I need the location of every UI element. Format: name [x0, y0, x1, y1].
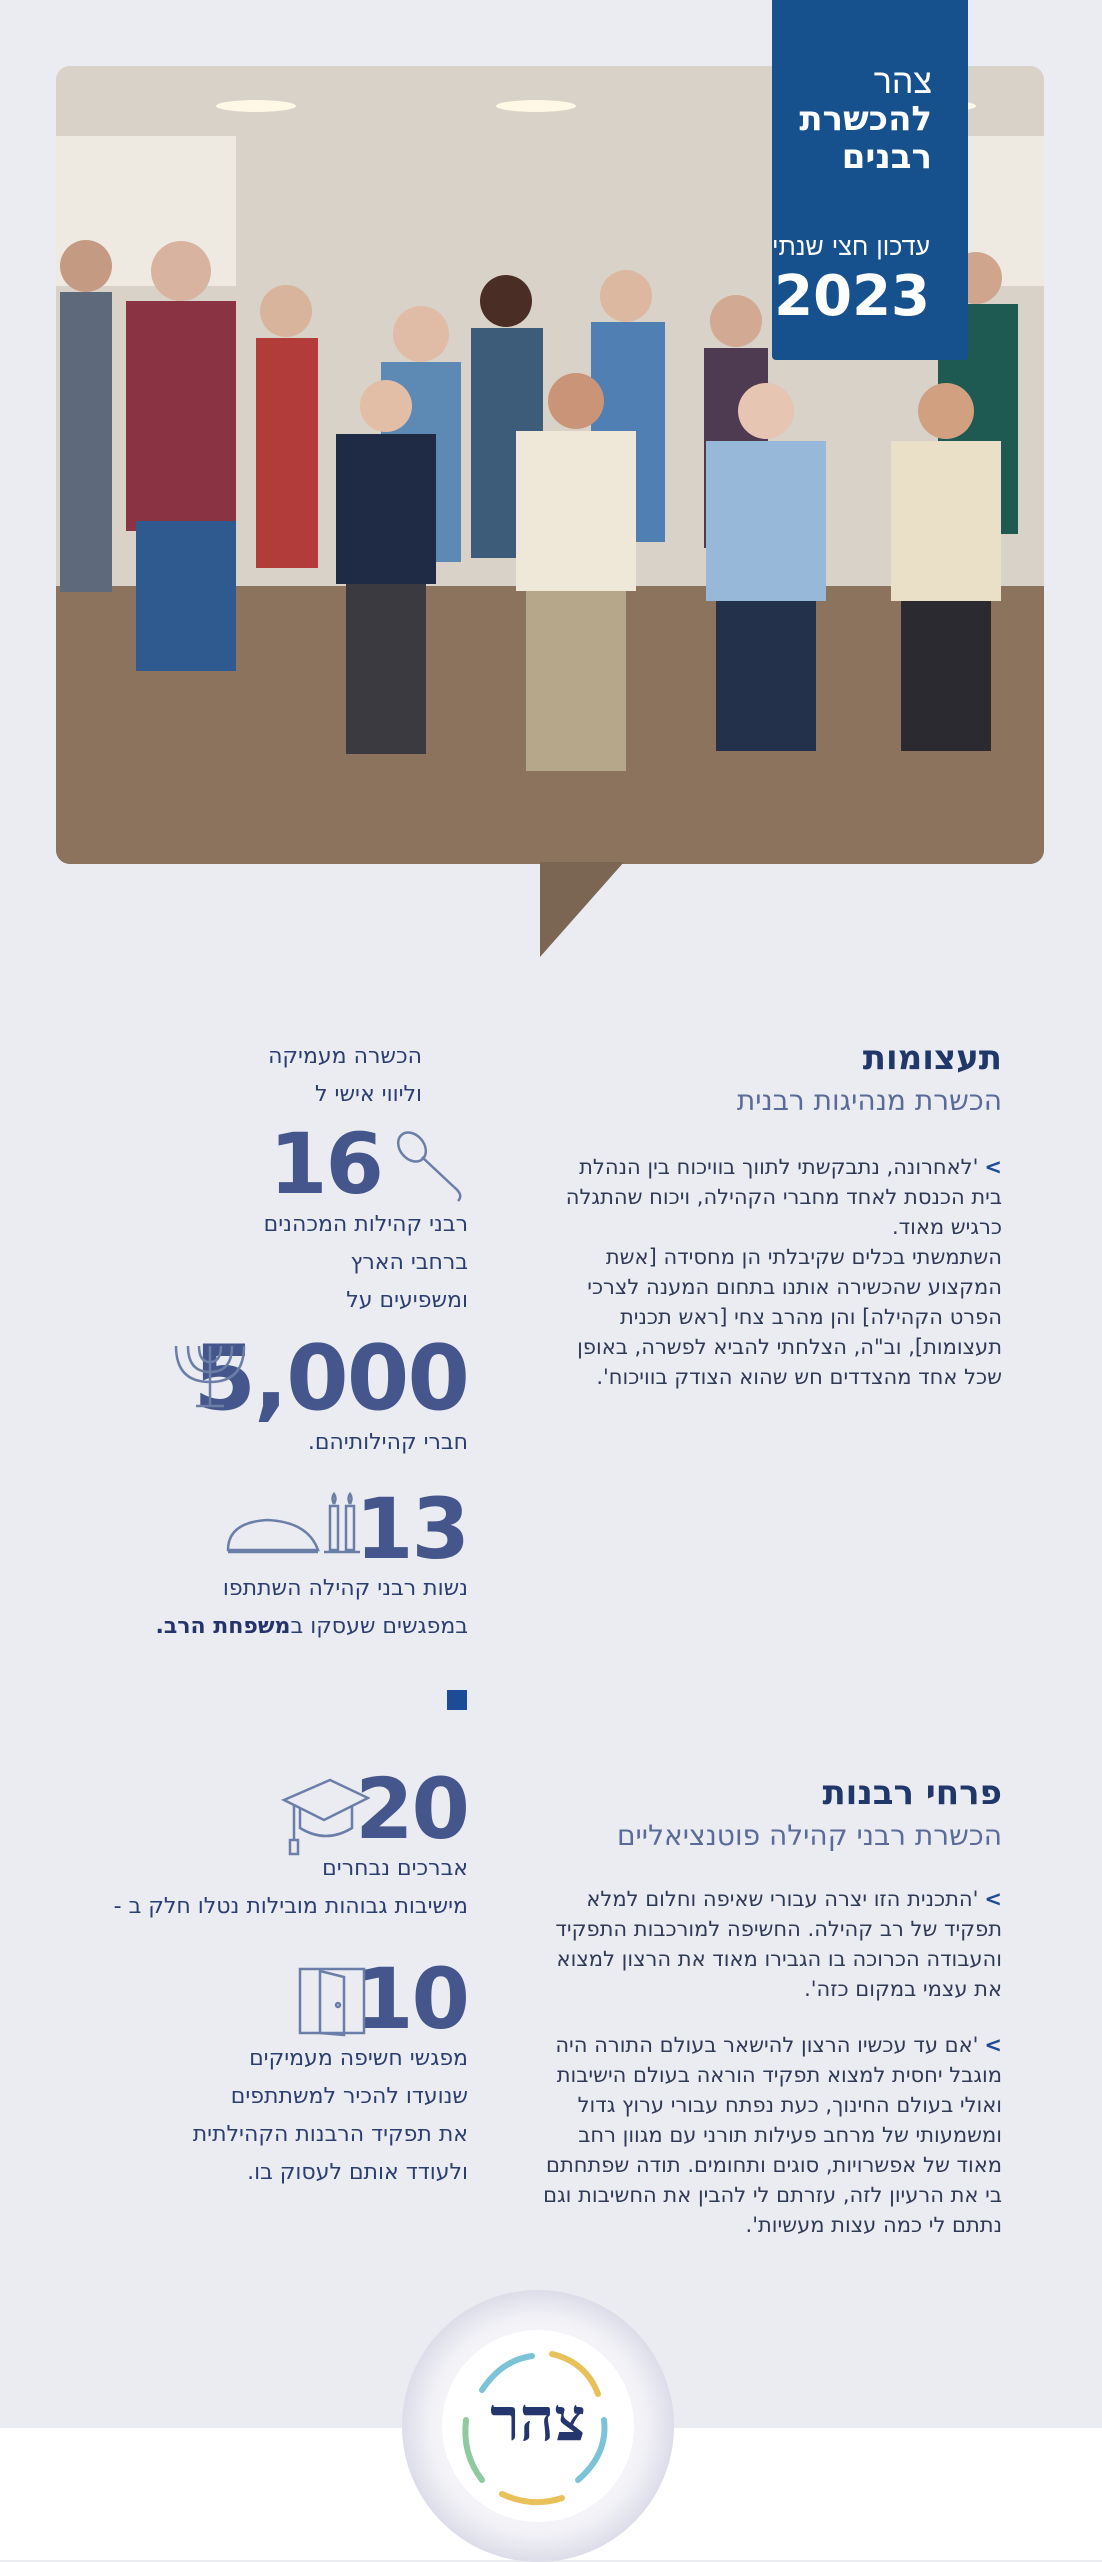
- section-divider-square: [447, 1690, 467, 1710]
- section1-subtitle: הכשרת מנהיגות רבנית: [736, 1084, 1002, 1117]
- update-subtitle: עדכון חצי שנתי: [772, 232, 930, 261]
- section2-quote-1: >'התכנית הזו יצרה עבורי שאיפה וחלום למלא תפקיד של רב קהילה. החשיפה למורכבות התפקיד והעבודה הכרוכה בו הגבירו מאוד את הרצון למצוא את עצמי במקום כזה'.: [555, 1887, 1002, 2001]
- section1-quote: [542, 1152, 1002, 1392]
- stat-intro: הכשרה מעמיקה וליווי אישי ל: [268, 1044, 422, 1107]
- microphone-icon: [390, 1125, 470, 1209]
- section1-quote-p2: השתמשתי בכלים שקיבלתי הן מחסידה [אשת המקצוע שהכשירה אותנו בתחום המענה לצרכי הפרט הקהילה] והן מהרב צחי [ראש תכנית תעצומות], וב"ה, הצלחתי להביא לפשרה, באופן שכל אחד מהצדדים חש שהוא הצודק בוויכוח'.: [577, 1245, 1002, 1389]
- photo-speech-tail: [540, 862, 624, 957]
- shabbat-candles-icon: [222, 1490, 362, 1564]
- section1-quote-p1: >'לאחרונה, נתבקשתי לתווך בוויכוח בין הנהלת בית הכנסת לאחד מחברי הקהילה, ויכוח שהתגלה כרגיש מאוד.: [565, 1155, 1002, 1239]
- stat-5000-text: חברי קהילותיהם.: [307, 1430, 468, 1455]
- section1-title: תעצומות: [862, 1038, 1002, 1078]
- title-word-rabanim: רבנים: [841, 137, 932, 177]
- title-word-hachsharat: להכשרת: [799, 99, 932, 139]
- logo-text: צהר: [490, 2385, 586, 2455]
- stat-20-number: 20: [355, 1760, 468, 1858]
- section2-title: פרחי רבנות: [822, 1773, 1002, 1813]
- stat-5000-number: 5,000: [193, 1326, 468, 1431]
- stat-20-text: אברכים נבחרים מישיבות גבוהות מובילות נטלו חלק ב -: [113, 1856, 468, 1919]
- stat-10-number: 10: [355, 1950, 468, 2048]
- section2-quote-2: >'אם עד עכשיו הרצון להישאר בעולם התורה היה מוגבל יחסית למצוא תפקיד הוראה בעולם הישיבות ואולי בעולם החינוך, כעת נפתח עבורי ערוץ גדול ומשמעותי של מרחב פעילות תורני עם מגוון רחב מאוד של אפשרויות, סוגים ותחומים. תודה שפתחתם בי את הרעיון לזה, עזרתם לי להבין את החשיבות וגם נתתם לי כמה עצות מעשיות'.: [543, 2033, 1002, 2237]
- stat-13-text: נשות רבני קהילה השתתפו במפגשים שעסקו במשפחת הרב.: [155, 1576, 468, 1639]
- title-line-2: [799, 100, 932, 176]
- year: 2023: [774, 264, 930, 329]
- stat-16-number: 16: [269, 1115, 382, 1213]
- door-icon: [294, 1963, 370, 2043]
- menorah-icon: [168, 1340, 252, 1414]
- stat-13-number: 13: [355, 1480, 468, 1578]
- stat-10-text: מפגשי חשיפה מעמיקים שנועדו להכיר למשתתפים את תפקיד הרבנות הקהילתית ולעודד אותם לעסוק בו.: [192, 2046, 468, 2185]
- title-line-1: צהר: [873, 62, 932, 102]
- title-box: [772, 0, 968, 360]
- section2-subtitle: הכשרת רבני קהילה פוטנציאליים: [616, 1819, 1002, 1852]
- stat-16-text: רבני קהילות המכהנים ברחבי הארץ ומשפיעים על: [263, 1212, 468, 1313]
